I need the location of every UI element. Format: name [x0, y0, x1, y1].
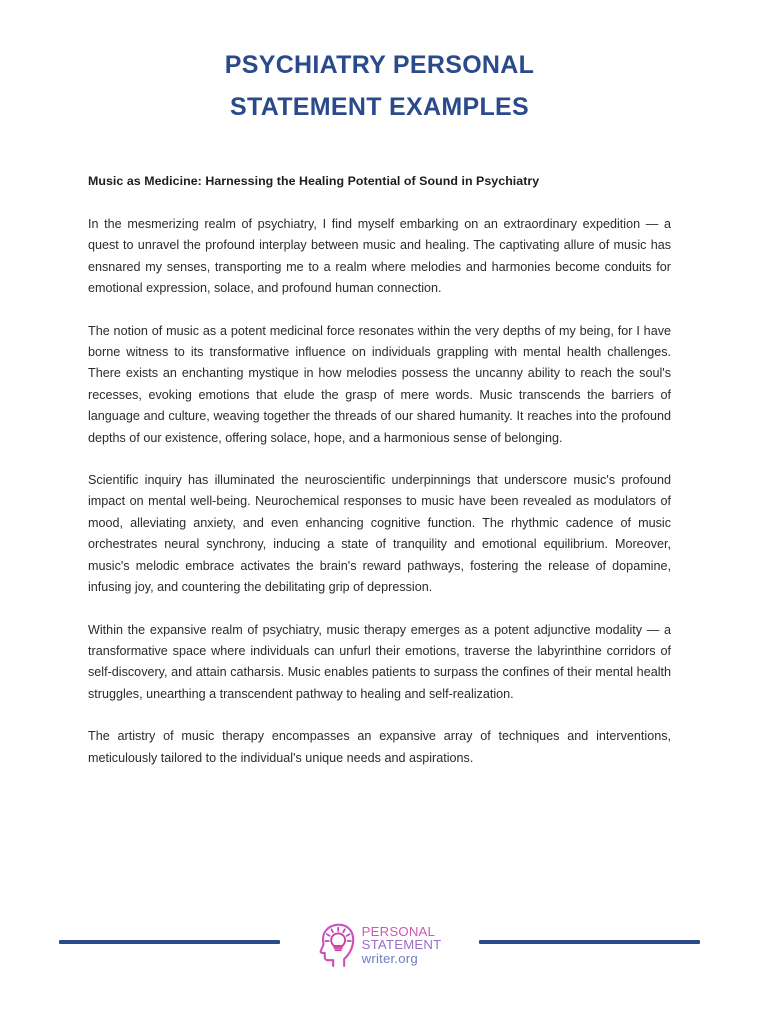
page-footer — [0, 922, 759, 980]
essay-paragraph-4: Within the expansive realm of psychiatry, music therapy emerges as a potent adjunctive modality — a transformative space where individuals can unfurl their emotions, traverse the labyrinthine corridors of self-discovery, and attain catharsis. Music enables patients to surpass the confines of their mental health struggles, unearthing a transcendent pathway to healing and self-realization. — [88, 622, 671, 701]
brand-logo[interactable] — [318, 922, 442, 968]
footer-rule-right — [479, 940, 700, 944]
essay-heading: Music as Medicine: Harnessing the Healing Potential of Sound in Psychiatry — [88, 174, 540, 188]
page-title-line-2: STATEMENT EXAMPLES — [230, 93, 529, 121]
head-lightbulb-icon — [318, 922, 356, 968]
page-title-line-1: PSYCHIATRY PERSONAL — [224, 51, 535, 79]
essay-paragraph-5: The artistry of music therapy encompasses an expansive array of techniques and interventions, meticulously tailored to the individual's unique needs and aspirations. — [88, 729, 671, 765]
essay-paragraph-2: The notion of music as a potent medicinal force resonates within the very depths of my being, for I have borne witness to its transformative influence on individuals grappling with mental health challenges. There exists an enchanting mystique in how melodies possess the uncanny ability to reach the soul's recesses, evoking emotions that elude the grasp of mere words. Music transcends the barriers of language and culture, weaving together the threads of our shared humanity. It reaches into the profound depths of our existence, offering solace, hope, and a harmonious sense of belonging. — [88, 323, 671, 445]
essay-paragraph-3: Scientific inquiry has illuminated the neuroscientific underpinnings that underscore music's profound impact on mental well-being. Neurochemical responses to music have been revealed as modulators of mood, alleviating anxiety, and even enhancing cognitive function. The rhythmic cadence of music orchestrates neural synchrony, inducing a state of tranquility and emotional equilibrium. Moreover, music's melodic embrace activates the brain's reward pathways, fostering the release of dopamine, infusing joy, and countering the debilitating grip of depression. — [88, 473, 671, 595]
essay-body — [88, 172, 671, 769]
page-title — [0, 44, 759, 128]
brand-logo-line-1: PERSONAL — [361, 923, 436, 939]
brand-logo-line-3: writer.org — [361, 950, 418, 966]
essay-paragraph-1: In the mesmerizing realm of psychiatry, I find myself embarking on an extraordinary expedition — a quest to unravel the profound interplay between music and healing. The captivating allure of music has ensnared my senses, transporting me to a realm where melodies and harmonies become conduits for emotional expression, solace, and profound human connection. — [88, 217, 671, 296]
brand-logo-line-2: STATEMENT — [361, 937, 442, 953]
brand-logo-text — [362, 925, 442, 966]
footer-rule-left — [59, 940, 280, 944]
